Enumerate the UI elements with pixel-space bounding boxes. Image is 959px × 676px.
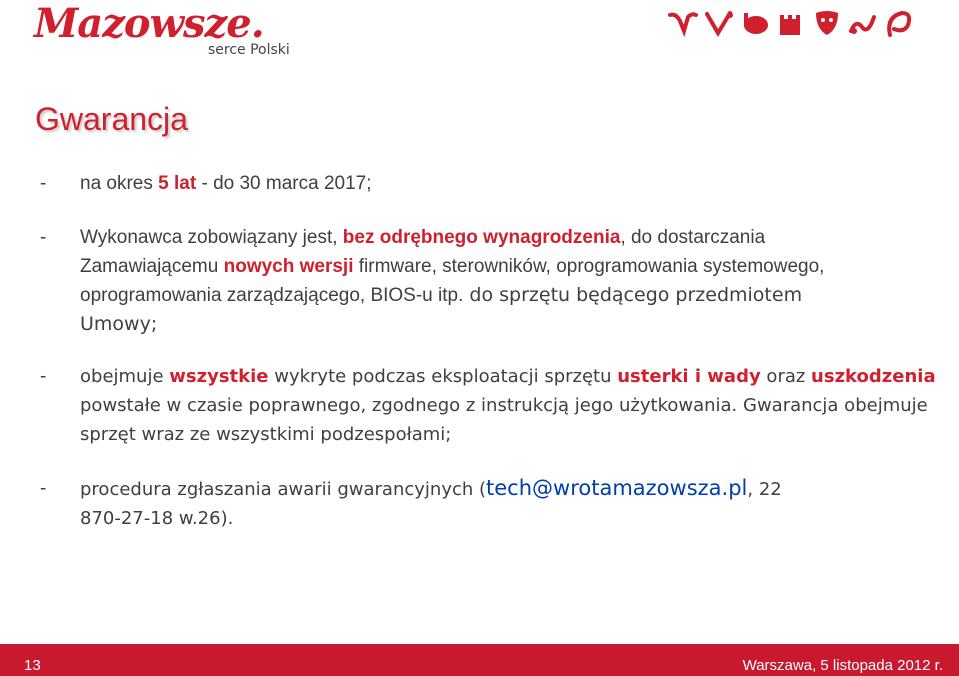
text-run: do sprzętu będącego przedmiotem Umowy; xyxy=(80,284,803,335)
text-run: wykryte podczas eksploatacji sprzętu xyxy=(268,366,618,387)
highlight-text: uszkodzenia xyxy=(811,366,936,387)
highlight-text: usterki i wady xyxy=(617,366,761,387)
email-link[interactable]: tech@wrotamazowsza.pl xyxy=(486,476,748,500)
bullet-dash: - xyxy=(40,478,47,499)
text-run: procedura zgłaszania awarii gwarancyjnych ( xyxy=(80,479,487,500)
brand-name: Mazowsze. xyxy=(34,0,264,47)
decor-icons xyxy=(668,6,914,40)
text-run: oraz xyxy=(760,366,812,387)
text-run: obejmuje xyxy=(80,366,170,387)
brand-logo xyxy=(34,0,304,60)
theater-mask-icon xyxy=(812,9,842,37)
text-run: , 22 870-27-18 w.26). xyxy=(80,479,782,529)
highlight-text: bez odrębnego wynagrodzenia xyxy=(342,227,621,248)
wave-icon xyxy=(848,9,878,37)
bullet-text xyxy=(80,474,800,533)
bullet-dash: - xyxy=(40,366,47,387)
flower-icon xyxy=(704,9,734,37)
bullet-text xyxy=(80,169,940,198)
footer-date: Warszawa, 5 listopada 2012 r. xyxy=(742,657,943,674)
text-run: , do dostarczania Zamawiającemu xyxy=(80,227,766,277)
highlight-text: 5 lat xyxy=(158,173,197,194)
text-run: powstałe w czasie poprawnego, zgodnego z instrukcją jego użytkowania. Gwarancja obejmuje sprzęt wraz ze wszystkimi podzespołami; xyxy=(80,395,928,445)
music-note-icon xyxy=(740,9,770,37)
leaf-icon xyxy=(884,9,914,37)
brand-tagline: serce Polski xyxy=(208,42,290,58)
castle-icon xyxy=(776,9,806,37)
text-run: - do 30 marca 2017; xyxy=(196,173,372,194)
bullet-dash: - xyxy=(40,173,47,194)
highlight-text: nowych wersji xyxy=(223,256,354,277)
bird-icon xyxy=(668,9,698,37)
highlight-text: wszystkie xyxy=(169,366,269,387)
bullet-text xyxy=(80,362,940,449)
bullet-text xyxy=(80,223,870,339)
text-run: firmware, sterowników, oprogramowania systemowego, oprogramowania zarządzającego, BIOS-u itp. xyxy=(80,256,825,306)
text-run: na okres xyxy=(80,173,159,194)
text-run: Wykonawca zobowiązany jest, xyxy=(80,227,343,248)
footer-bar xyxy=(0,644,959,676)
bullet-dash: - xyxy=(40,227,47,248)
slide-title: Gwarancja xyxy=(35,101,188,137)
page-number: 13 xyxy=(24,657,41,674)
